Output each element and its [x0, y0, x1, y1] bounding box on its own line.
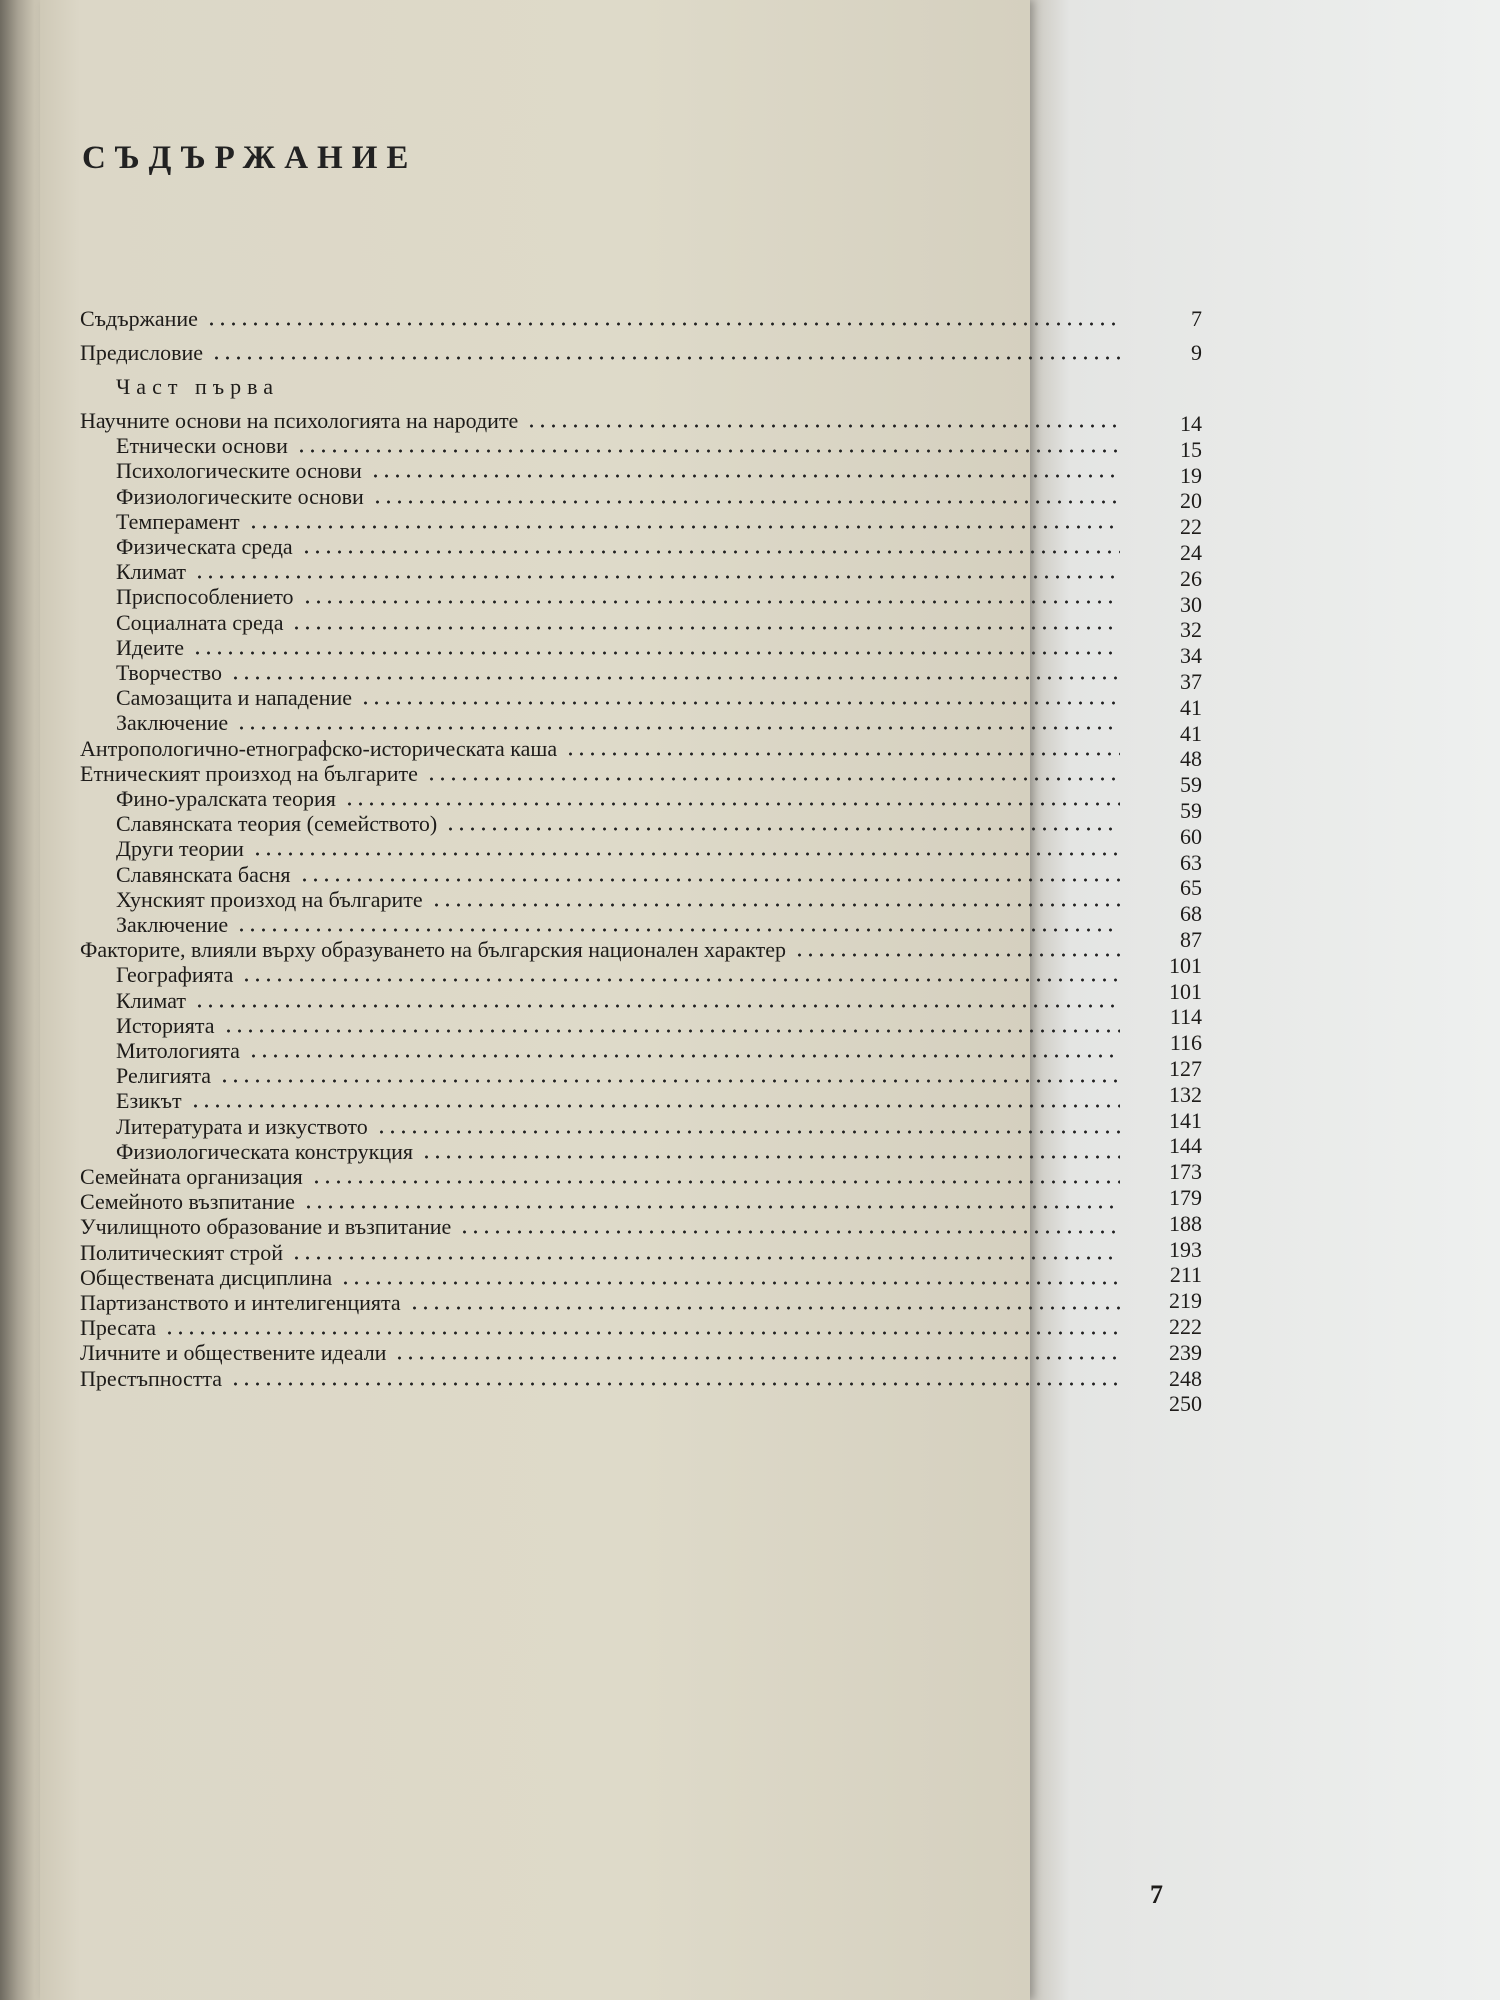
toc-entry-title: Социалната среда [116, 609, 284, 635]
toc-entry-page: 141 [1169, 1107, 1202, 1133]
toc-entry-title: Темперамент [116, 508, 240, 534]
toc-entry [80, 458, 1202, 488]
dot-leader [230, 676, 1120, 680]
toc-entry-page: 127 [1169, 1056, 1202, 1081]
dot-leader [230, 1382, 1120, 1386]
toc-entry-page: 239 [1169, 1339, 1202, 1365]
toc-entry-title: Пресата [80, 1315, 157, 1341]
toc-entry-title: Личните и обществените идеали [80, 1340, 387, 1366]
toc-entry-page: 41 [1180, 720, 1202, 746]
dot-leader [340, 1281, 1120, 1285]
dot-leader [445, 827, 1120, 831]
toc-entry [80, 433, 1202, 462]
toc-entry-title: Семейното възпитание [80, 1189, 295, 1215]
dot-leader [431, 903, 1120, 907]
toc-entry-title: Физиологическата конструкция [116, 1138, 413, 1164]
dot-leader [236, 928, 1120, 932]
dot-leader [526, 424, 1120, 428]
toc-entry-title: Политическият строй [80, 1239, 283, 1265]
toc-entry-page: 41 [1180, 694, 1202, 720]
toc-entry [80, 735, 1202, 772]
toc-entry-page: 60 [1180, 823, 1202, 849]
dot-leader [302, 600, 1120, 604]
toc-entry-title: Семейната организация [80, 1164, 303, 1189]
toc-entry-page: 34 [1180, 643, 1202, 669]
dot-leader [394, 1356, 1120, 1360]
dot-leader [370, 474, 1120, 478]
dot-leader [301, 550, 1120, 554]
dot-leader [459, 1230, 1120, 1234]
toc-entry-page: 116 [1169, 1030, 1202, 1056]
toc-entry-title: Езикът [116, 1088, 182, 1114]
dot-leader [565, 752, 1120, 756]
toc-entry-page: 179 [1169, 1185, 1202, 1210]
toc-entry-title: Съдържание [80, 306, 198, 331]
toc-entry-page: 48 [1180, 746, 1202, 772]
toc-entry-title: Психологическите основи [116, 458, 362, 484]
toc-entry-title: Етнически основи [116, 433, 288, 459]
toc-entry-page: 173 [1169, 1159, 1202, 1185]
toc-entry [80, 760, 1202, 798]
toc-entry-title: Заключение [116, 710, 229, 736]
toc-entry-page: 144 [1169, 1133, 1202, 1159]
toc-entry-title: Географията [116, 962, 234, 988]
toc-entry-title: Етническият произход на българите [80, 760, 418, 786]
toc-entry [80, 584, 1202, 617]
dot-leader [164, 1331, 1120, 1335]
toc-entry-page: 101 [1169, 952, 1202, 978]
toc-entry-title: Идеите [116, 634, 184, 660]
dot-leader [248, 1054, 1120, 1058]
toc-entry-page: 15 [1180, 436, 1202, 462]
toc-entry-page: 7 [1191, 306, 1202, 331]
dot-leader [299, 878, 1121, 882]
dot-leader [219, 1079, 1120, 1083]
toc-entry-title: Научните основи на психологията на народите [80, 408, 519, 433]
toc-entry-page: 37 [1180, 669, 1202, 694]
toc-entry-page: 65 [1180, 875, 1202, 901]
toc-entry-title: Историята [116, 1012, 215, 1038]
toc-entry [80, 483, 1202, 514]
toc-entry-page: 188 [1169, 1210, 1202, 1236]
dot-leader [372, 500, 1120, 504]
toc-entry-page: 68 [1180, 901, 1202, 927]
dot-leader [311, 1180, 1120, 1184]
toc-entry [80, 634, 1202, 669]
toc-entry-title: Литературата и изкуството [116, 1113, 368, 1139]
toc-entry-page: 14 [1180, 411, 1202, 436]
toc-entry [80, 609, 1202, 643]
dot-leader [426, 777, 1120, 781]
toc-entry-page: 20 [1180, 488, 1202, 514]
dot-leader [344, 802, 1120, 806]
dot-leader [241, 978, 1120, 982]
page-number: 7 [1150, 1880, 1163, 1909]
toc-entry-page: 87 [1180, 927, 1202, 952]
toc-entry-page: 59 [1180, 772, 1202, 798]
toc-entry-page: 132 [1169, 1081, 1202, 1107]
dot-leader [360, 701, 1120, 705]
dot-leader [291, 626, 1120, 630]
dot-leader [794, 953, 1120, 957]
dot-leader [303, 1205, 1120, 1209]
toc-entry-page: 22 [1180, 514, 1202, 540]
dot-leader [291, 1256, 1120, 1260]
toc-entry-title: Самозащита и нападение [116, 685, 353, 711]
toc-entry [80, 786, 1202, 823]
toc-entry-page: 19 [1180, 462, 1202, 488]
toc-entry-page: 250 [1169, 1391, 1202, 1417]
dot-leader [206, 322, 1120, 326]
toc-entry-title: Обществената дисциплина [80, 1264, 333, 1290]
toc-entry-title: Антропологично-етнографско-историческата каша [80, 735, 558, 761]
toc-entry-title: Заключение [116, 912, 229, 937]
toc-entry-page: 32 [1180, 617, 1202, 643]
dot-leader [194, 1004, 1120, 1008]
toc-entry-title: Физиологическите основи [116, 483, 364, 509]
toc-entry-title: Други теории [116, 836, 244, 862]
toc-entry-title: Престъпността [80, 1365, 223, 1391]
dot-leader [421, 1155, 1120, 1159]
toc-entry [80, 306, 1202, 332]
toc-entry-page: 219 [1169, 1288, 1202, 1314]
toc-entry-title: Митологията [116, 1038, 240, 1063]
toc-entry [80, 534, 1202, 565]
toc-entry-title: Фино-уралската теория [116, 786, 336, 811]
dot-leader [409, 1306, 1120, 1310]
toc-entry-title: Факторите, влияли върху образуването на българския национален характер [80, 937, 787, 963]
toc-entry [80, 340, 1202, 366]
toc-entry-page: 248 [1169, 1365, 1202, 1391]
dot-leader [296, 449, 1120, 453]
toc-entry-title: Училищното образование и възпитание [80, 1214, 452, 1240]
toc-entry-page: 30 [1180, 591, 1202, 617]
toc-entry-page: 114 [1169, 1004, 1202, 1030]
part-heading: Част първа [116, 374, 279, 399]
toc-entry [80, 710, 1202, 746]
dot-leader [192, 651, 1120, 655]
toc-entry [80, 408, 1202, 436]
dot-leader [223, 1029, 1120, 1033]
dot-leader [194, 575, 1120, 579]
toc-entry-page: 101 [1169, 978, 1202, 1004]
page-title: СЪДЪРЖАНИЕ [82, 140, 418, 176]
toc-entry-title: Климат [116, 559, 187, 585]
toc-entry [80, 660, 1202, 694]
toc-entry-title: Религията [116, 1063, 212, 1089]
toc-entry-title: Славянската басня [116, 861, 291, 887]
toc-entry-title: Славянската теория (семейството) [116, 811, 438, 837]
dot-leader [248, 525, 1120, 529]
toc-entry-title: Предисловие [80, 340, 203, 365]
toc-entry-page: 193 [1169, 1236, 1202, 1262]
toc-entry-title: Физическата среда [116, 534, 293, 559]
dot-leader [190, 1104, 1120, 1108]
toc-entry-page: 211 [1169, 1262, 1202, 1288]
toc-entry-title: Хунският произход на българите [116, 886, 423, 912]
toc-entry [80, 508, 1202, 540]
toc-entry-page: 63 [1180, 849, 1202, 875]
toc-entry-page: 59 [1180, 798, 1202, 823]
dot-leader [236, 726, 1120, 730]
toc-entry-page: 222 [1169, 1314, 1202, 1339]
toc-entry [80, 559, 1202, 591]
dot-leader [252, 852, 1120, 856]
toc-entry [80, 685, 1202, 720]
toc-entry-title: Климат [116, 987, 187, 1013]
toc-entry-title: Приспособлението [116, 584, 294, 610]
toc-entry-title: Творчество [116, 660, 223, 685]
toc-entry-page: 9 [1191, 340, 1202, 365]
toc-entry-page: 26 [1180, 565, 1202, 591]
dot-leader [376, 1130, 1120, 1134]
toc-entry-page: 24 [1180, 540, 1202, 565]
dot-leader [211, 356, 1120, 360]
toc-entry-title: Партизанството и интелигенцията [80, 1290, 401, 1315]
